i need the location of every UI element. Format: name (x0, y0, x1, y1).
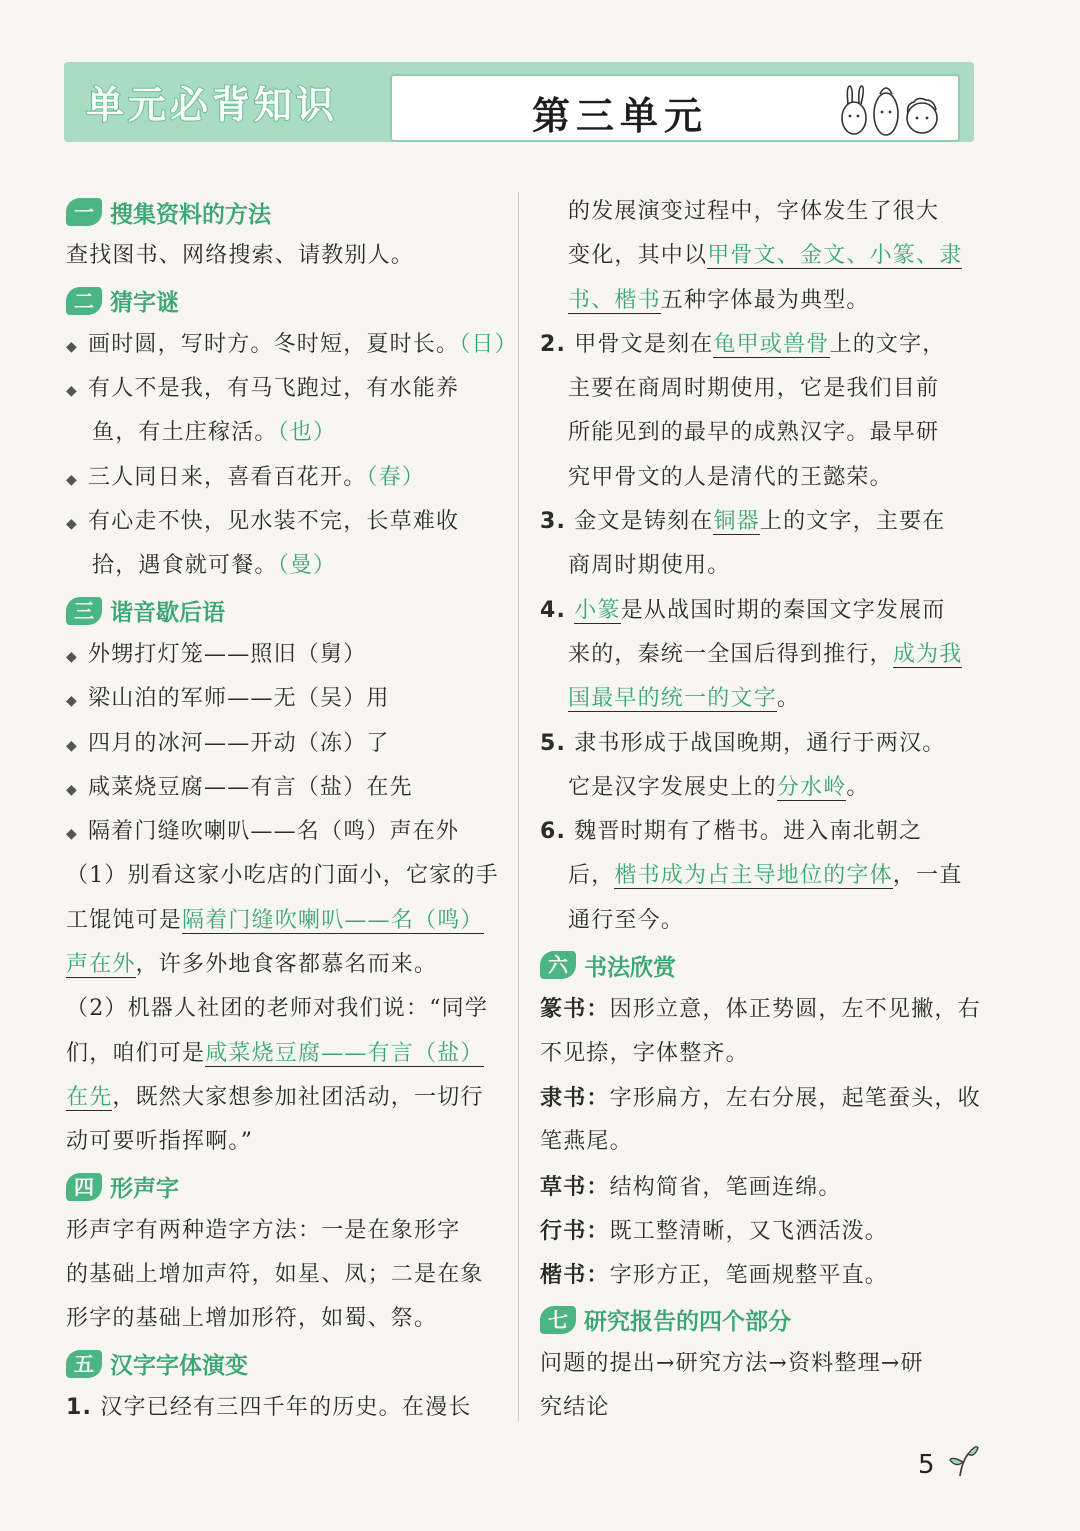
section-title: 搜集资料的方法 (110, 201, 271, 228)
text-line (540, 234, 980, 278)
section-badge: 六 (540, 951, 576, 979)
section-3-heading (66, 589, 506, 633)
riddle-text: 三人同日来，喜看百花开。 (88, 464, 367, 490)
item-number: 5. (540, 730, 567, 756)
example-line (66, 1076, 506, 1120)
riddle-text: 画时圆，写时方。冬时短，夏时长。 (88, 331, 460, 357)
section-title: 研究报告的四个部分 (584, 1309, 791, 1336)
page-number: 5 (918, 1450, 935, 1480)
calligraphy-desc: 字形方正，笔画规整平直。 (609, 1263, 889, 1289)
section-badge: 四 (66, 1173, 102, 1201)
section-badge: 五 (66, 1350, 102, 1378)
diamond-bullet-icon: ◆ (66, 781, 78, 798)
section-badge: 二 (66, 287, 102, 315)
column-divider (518, 192, 519, 1422)
numbered-item (540, 810, 980, 854)
section-4-heading (66, 1165, 506, 1209)
item-number: 1. (66, 1395, 93, 1421)
riddle-item (66, 456, 506, 500)
xiehouyu-text: 咸菜烧豆腐——有言（盐）在先 (88, 774, 413, 800)
numbered-item (540, 722, 980, 766)
item-number: 2. (540, 331, 567, 357)
diamond-bullet-icon: ◆ (66, 648, 78, 665)
diamond-bullet-icon: ◆ (66, 516, 78, 533)
calligraphy-desc: 结构简省，笔画连绵。 (609, 1174, 842, 1200)
example-text: ，许多外地食客都慕名而来。 (135, 952, 438, 978)
item-text: 魏晋时期有了楷书。进入南北朝之 (574, 819, 923, 845)
text-line (540, 766, 980, 810)
answer-underlined: 楷书成为占主导地位的字体 (614, 863, 893, 889)
diamond-bullet-icon: ◆ (66, 826, 78, 843)
riddle-text: 有人不是我，有马飞跑过，有水能养 (88, 376, 460, 402)
text-line: 问题的提出→研究方法→资料整理→研 (540, 1350, 924, 1376)
answer-underlined: 分水岭 (776, 774, 847, 800)
item-text: 隶书形成于战国晚期，通行于两汉。 (574, 730, 946, 756)
item-text: 甲骨文是刻在 (574, 331, 714, 357)
numbered-item (66, 1386, 506, 1430)
section-title: 猜字谜 (110, 290, 179, 317)
item-text: 五种字体最为典型。 (660, 287, 870, 313)
text-line: 究结论 (540, 1395, 610, 1421)
section-1-heading (66, 190, 506, 234)
item-text: 上的文字， (829, 331, 946, 357)
left-column (66, 190, 518, 1430)
diamond-bullet-icon: ◆ (66, 737, 78, 754)
example-text: 工馄饨可是 (66, 907, 183, 933)
answer-underlined: 咸菜烧豆腐——有言（盐） (205, 1040, 484, 1066)
diamond-bullet-icon: ◆ (66, 471, 78, 488)
riddle-item (66, 323, 518, 367)
diamond-bullet-icon: ◆ (66, 383, 78, 400)
item-text: 变化，其中以 (568, 243, 708, 269)
answer-underlined: 铜器 (713, 509, 760, 535)
answer-underlined: 成为我 (892, 641, 963, 667)
example-line: （2）机器人社团的老师对我们说：“同学 (66, 996, 489, 1022)
text-line: 商周时期使用。 (568, 553, 731, 579)
riddle-text: 鱼，有土庄稼活。 (92, 420, 278, 446)
item-text: 。 (846, 774, 870, 800)
xiehouyu-text: 梁山泊的军师——无（吴）用 (88, 686, 390, 712)
riddle-answer: （曼） (277, 553, 337, 579)
section-title: 汉字字体演变 (110, 1353, 248, 1380)
section-title: 形声字 (110, 1176, 179, 1203)
example-line: 动可要听指挥啊。” (66, 1129, 254, 1155)
xiehouyu-text: 外甥打灯笼——照旧（舅） (88, 641, 367, 667)
answer-underlined: 甲骨文、金文、小篆、隶 (707, 243, 963, 269)
text-line: 通行至今。 (568, 907, 685, 933)
item-text: 。 (776, 686, 801, 712)
calligraphy-item (540, 1209, 980, 1253)
item-text: 是从战国时期的秦国文字发展而 (620, 597, 946, 623)
calligraphy-desc: 既工整清晰，又飞洒活泼。 (609, 1218, 889, 1244)
item-text: 后， (568, 863, 615, 889)
riddle-answer: （春） (366, 464, 426, 490)
section-5-heading (66, 1342, 506, 1386)
text-line: 所能见到的最早的成熟汉字。最早研 (568, 420, 940, 446)
diamond-bullet-icon: ◆ (66, 338, 78, 355)
xiehouyu-item (66, 810, 506, 854)
riddle-item (66, 500, 506, 544)
text-line: 究甲骨文的人是清代的王懿荣。 (568, 464, 893, 490)
answer-underlined: 龟甲或兽骨 (713, 331, 830, 357)
calligraphy-item (540, 987, 980, 1031)
text-line (540, 633, 980, 677)
xiehouyu-item (66, 633, 506, 677)
calligraphy-desc: 字形扁方，左右分展，起笔蚕头，收 (609, 1085, 981, 1111)
right-column (540, 190, 980, 1430)
example-line (66, 943, 506, 987)
section-2-heading (66, 279, 506, 323)
riddle-answer: （日） (459, 331, 518, 357)
unit-title: 第三单元 (532, 94, 709, 138)
answer-underlined: 声在外 (66, 952, 136, 978)
xiehouyu-item (66, 677, 506, 721)
xiehouyu-item (66, 722, 506, 766)
riddle-continuation (66, 411, 506, 455)
calligraphy-term: 草书： (540, 1173, 610, 1200)
example-line: （1）别看这家小吃店的门面小，它家的手 (66, 863, 499, 889)
section-badge: 一 (66, 198, 102, 226)
calligraphy-term: 隶书： (540, 1084, 610, 1111)
mascot-illustration-icon (834, 80, 944, 138)
unit-title-panel (390, 74, 960, 142)
text-line: 的发展演变过程中，字体发生了很大 (568, 199, 940, 224)
item-text: 来的，秦统一全国后得到推行， (568, 641, 893, 667)
riddle-continuation (66, 544, 506, 588)
item-text: 上的文字，主要在 (759, 509, 946, 535)
example-line (66, 899, 506, 943)
unit-label: 单元必背知识 (86, 83, 339, 127)
unit-header (64, 62, 974, 142)
section-6-heading (540, 943, 980, 987)
calligraphy-term: 行书： (540, 1217, 610, 1244)
text-line: 形字的基础上增加形符，如蜀、祭。 (66, 1306, 438, 1332)
diamond-bullet-icon: ◆ (66, 693, 78, 710)
example-text: 们，咱们可是 (66, 1040, 206, 1066)
calligraphy-item (540, 1253, 980, 1297)
section-badge: 七 (540, 1306, 576, 1334)
example-text: ，既然大家想参加社团活动，一切行 (112, 1084, 484, 1110)
section-badge: 三 (66, 597, 102, 625)
section-title: 书法欣赏 (584, 954, 676, 981)
item-number: 4. (540, 597, 567, 623)
item-text: 金文是铸刻在 (574, 509, 714, 535)
xiehouyu-item (66, 766, 506, 810)
section-title: 谐音歇后语 (110, 600, 225, 627)
riddle-item (66, 367, 506, 411)
answer-underlined: 小篆 (574, 597, 621, 623)
item-text: 它是汉字发展史上的 (568, 774, 777, 800)
numbered-item (540, 323, 980, 367)
item-text: 汉字已经有三四千年的历史。在漫长 (100, 1395, 472, 1421)
text-line: 不见捺，字体整齐。 (540, 1040, 749, 1066)
calligraphy-term: 楷书： (540, 1262, 610, 1289)
answer-underlined: 书、楷书 (568, 287, 661, 313)
calligraphy-item (540, 1076, 980, 1120)
text-line: 主要在商周时期使用，它是我们目前 (568, 376, 940, 402)
text-line (540, 854, 980, 898)
item-text: ，一直 (892, 863, 963, 889)
text-line: 笔燕尾。 (540, 1129, 633, 1155)
item-number: 6. (540, 819, 567, 845)
numbered-item (540, 589, 980, 633)
text-line (540, 279, 980, 323)
riddle-text: 有心走不快，见水装不完，长草难收 (88, 509, 460, 535)
answer-underlined: 隔着门缝吹喇叭——名（鸣） (182, 907, 484, 933)
calligraphy-term: 篆书： (540, 996, 610, 1023)
calligraphy-desc: 因形立意，体正势圆，左不见撇，右 (609, 997, 981, 1023)
example-line (66, 1032, 506, 1076)
text-line: 形声字有两种造字方法：一是在象形字 (66, 1217, 461, 1243)
calligraphy-item (540, 1165, 980, 1209)
text-line: 查找图书、网络搜索、请教别人。 (66, 243, 415, 269)
answer-underlined: 国最早的统一的文字 (568, 686, 777, 712)
item-number: 3. (540, 509, 567, 535)
riddle-answer: （也） (277, 420, 337, 446)
text-line: 的基础上增加声符，如星、凤；二是在象 (66, 1262, 484, 1288)
sprout-icon (946, 1442, 980, 1478)
text-line (540, 677, 980, 721)
numbered-item (540, 500, 980, 544)
xiehouyu-text: 隔着门缝吹喇叭——名（鸣）声在外 (88, 819, 460, 845)
xiehouyu-text: 四月的冰河——开动（冻）了 (88, 730, 390, 756)
answer-underlined: 在先 (66, 1084, 113, 1110)
riddle-text: 拾，遇食就可餐。 (92, 553, 278, 579)
section-7-heading (540, 1297, 980, 1341)
